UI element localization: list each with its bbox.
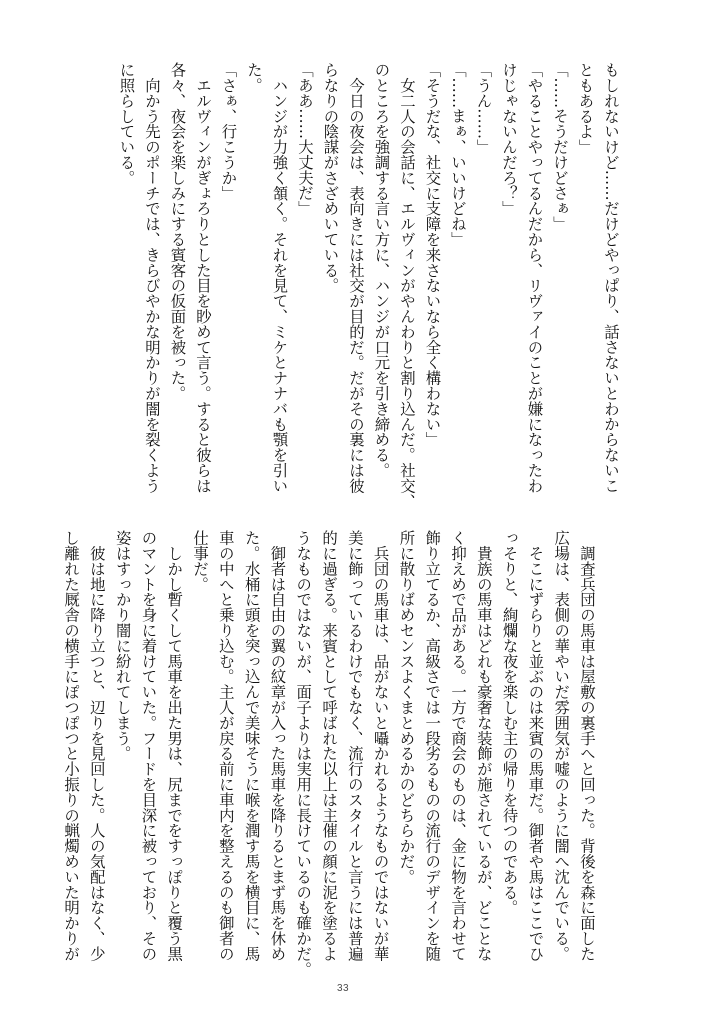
text-column: らなりの陰謀がさざめいている。: [321, 62, 340, 293]
text-column: 「さぁ、行こうか」: [219, 62, 238, 201]
text-column: もしれないけど……だけどやっぱり、話さないとわからないこ: [602, 62, 620, 494]
text-column: く抑えめで品がある。一方で商会のものは、金に物を言わせて: [449, 530, 468, 962]
text-column: 車の中へと乗り込む。主人が戻る前に車内を整えるのも御者の: [216, 530, 235, 962]
text-column: っそりと、絢爛な夜を楽しむ主の帰りを待つのである。: [500, 530, 519, 915]
text-column: に照らしている。: [117, 62, 136, 186]
text-column: 所に散りばめセンスよくまとめるかのどちらかだ。: [397, 530, 416, 885]
text-column: 飾り立てるか、高級さでは一段劣るものの流行のデザインを随: [423, 530, 442, 962]
text-column: 「……そうだけどさぁ」: [551, 62, 569, 232]
text-column: 仕事だ。: [191, 530, 210, 592]
text-column: 御者は自由の翼の紋章が入った馬車を降りるとまず馬を休め: [268, 530, 287, 962]
text-column: のマントを身に着けていた。フードを目深に被っており、その: [139, 530, 158, 962]
text-column: 兵団の馬車は、品がないと囁かれるようなものではないが華: [371, 530, 390, 962]
text-column: 広場は、表側の華やいだ雰囲気が嘘のように闇へ沈んでいる。: [552, 530, 571, 962]
text-column: 彼は地に降り立つと、辺りを見回した。人の気配はなく、少: [87, 530, 106, 962]
text-column: エルヴィンがぎょろりとした目を眇めて言う。すると彼らは: [194, 62, 212, 494]
upper-text-block: [113, 62, 623, 509]
text-column: のところを強調する言い方に、ハンジが口元を引き締める。: [372, 62, 391, 478]
text-column: 調査兵団の馬車は屋敷の裏手へと回った。背後を森に面した: [578, 530, 596, 962]
text-column: た。: [245, 62, 263, 93]
text-column: 各々、夜会を楽しみにする賓客の仮面を被った。: [168, 62, 187, 401]
text-column: 向かう先のポーチでは、きらびやかな明かりが闇を裂くよう: [143, 62, 161, 494]
text-column: 「そうだな、社交に支障を来さないなら全く構わない」: [423, 62, 442, 447]
text-column: 姿はすっかり闇に紛れてしまう。: [113, 530, 132, 761]
text-column: しかし暫くして馬車を出た男は、尻までをすっぽりと覆う黒: [165, 530, 184, 962]
text-column: けじゃないんだろ？」: [500, 62, 518, 216]
text-column: 的に過ぎる。来賓として呼ばれた以上は主催の顔に泥を塗るよ: [320, 530, 339, 962]
text-column: 貴族の馬車はどれも豪奢な装飾が施されているが、どことな: [474, 530, 493, 962]
page-number: 33: [337, 983, 350, 994]
text-column: ハンジが力強く頷く。それを見て、ミケとナナバも顎を引い: [270, 62, 289, 494]
text-column: し離れた厩舎の横手にぽつぽつと小振りの蝋燭めいた明かりが: [62, 530, 81, 962]
text-column: 女二人の会話に、エルヴィンがやんわりと割り込んだ。社交、: [398, 62, 416, 509]
text-column: 「うん……」: [474, 62, 493, 155]
text-column: 「ああ……大丈夫だ」: [296, 62, 314, 216]
text-column: そこにずらりと並ぶのは来賓の馬車だ。御者や馬はここでひ: [526, 530, 545, 962]
lower-text-block: [57, 530, 599, 977]
text-column: ともあるよ」: [576, 62, 595, 155]
text-column: 美に飾っているわけでもなく、流行のスタイルと言うには普遍: [345, 530, 364, 962]
text-column: 今日の夜会は、表向きには社交が目的だ。だがその裏には彼: [347, 62, 365, 494]
text-column: 「やることやってるんだから、リヴァイのことが嫌になったわ: [525, 62, 544, 494]
text-column: 「……まぁ、いいけどね」: [449, 62, 467, 247]
text-column: うなものではないが、面子よりは実用に長けているのも確かだ。: [294, 530, 313, 977]
text-column: た。水桶に頭を突っ込んで美味そうに喉を潤す馬を横目に、馬: [242, 530, 261, 962]
